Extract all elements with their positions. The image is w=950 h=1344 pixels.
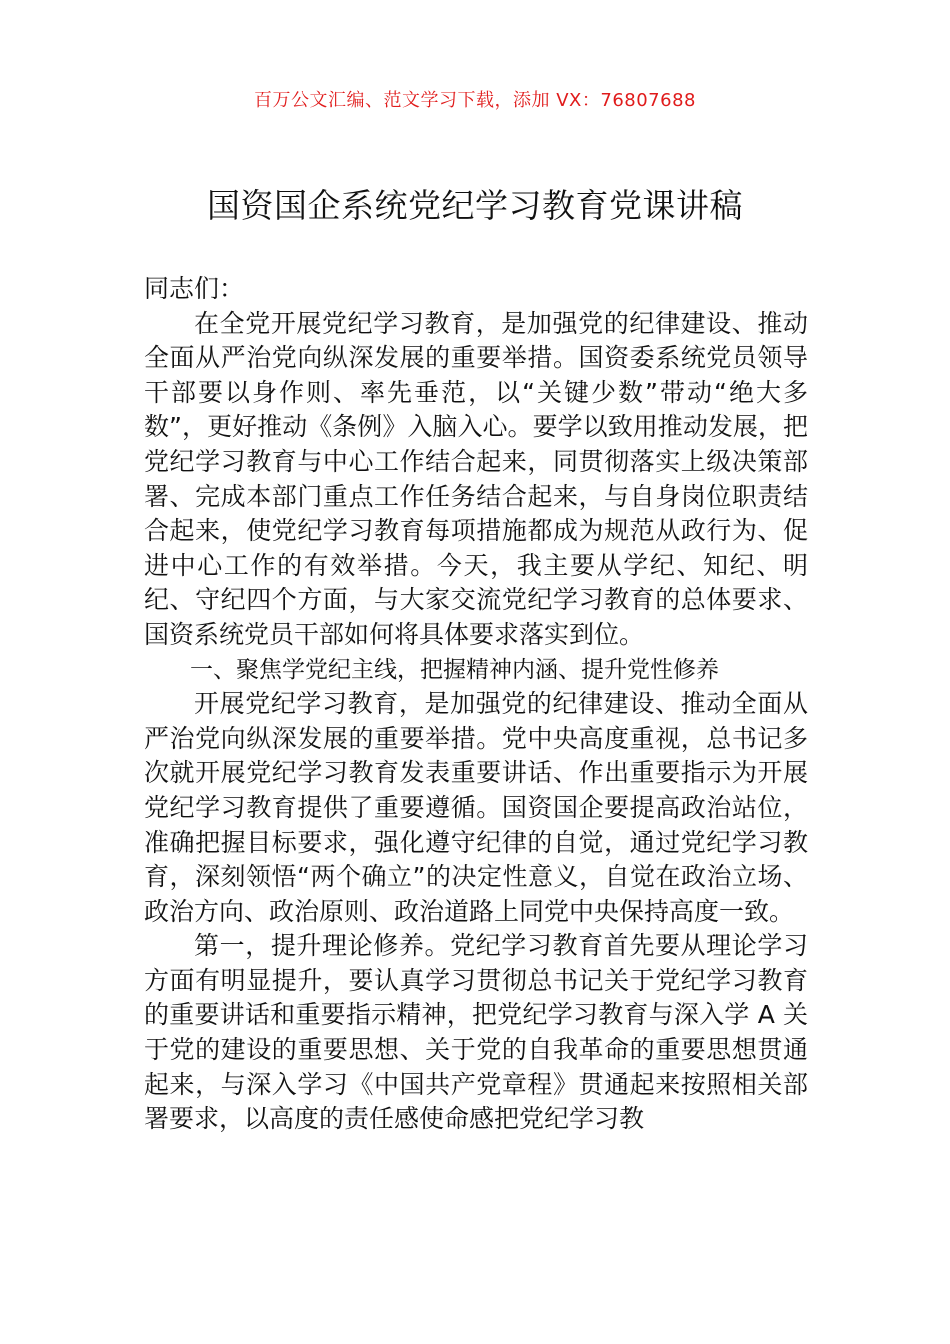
paragraph-intro: 在全党开展党纪学习教育，是加强党的纪律建设、推动全面从严治党向纵深发展的重要举措。国资委系统党员领导干部要以身作则、率先垂范，以“关键少数”带动“绝大多数”，更好推动《条例》入脑入心。要学以致用推动发展，把党纪学习教育与中心工作结合起来，同贯彻落实上级决策部署、完成本部门重点工作任务结合起来，与自身岗位职责结合起来，使党纪学习教育每项措施都成为规范从政行为、促进中心工作的有效举措。今天，我主要从学纪、知纪、明纪、守纪四个方面，与大家交流党纪学习教育的总体要求、国资系统党员干部如何将具体要求落实到位。 [144, 308, 808, 649]
section-heading-1: 一、聚焦学党纪主线，把握精神内涵、提升党性修养 [190, 656, 719, 683]
watermark-banner: 百万公文汇编、范文学习下载，添加 VX：76807688 [254, 90, 696, 111]
paragraph-section-1: 开展党纪学习教育，是加强党的纪律建设、推动全面从严治党向纵深发展的重要举措。党中央高度重视，总书记多次就开展党纪学习教育发表重要讲话、作出重要指示为开展党纪学习教育提供了重要遵循。国资国企要提高政治站位，准确把握目标要求，强化遵守纪律的自觉，通过党纪学习教育，深刻领悟“两个确立”的决定性意义，自觉在政治立场、政治方向、政治原则、政治道路上同党中央保持高度一致。 [144, 689, 808, 926]
paragraph-point-1: 第一，提升理论修养。党纪学习教育首先要从理论学习方面有明显提升，要认真学习贯彻总书记关于党纪学习教育的重要讲话和重要指示精神，把党纪学习教育与深入学 A 关于党的建设的重要思想、关于党的自我革命的重要思想贯通起来，与深入学习《中国共产党章程》贯通起来按照相关部署要求，以高度的责任感使命感把党纪学习教 [144, 931, 808, 1134]
document-title: 国资国企系统党纪学习教育党课讲稿 [207, 186, 743, 225]
document-body [144, 272, 808, 1137]
salutation: 同志们： [144, 274, 245, 303]
